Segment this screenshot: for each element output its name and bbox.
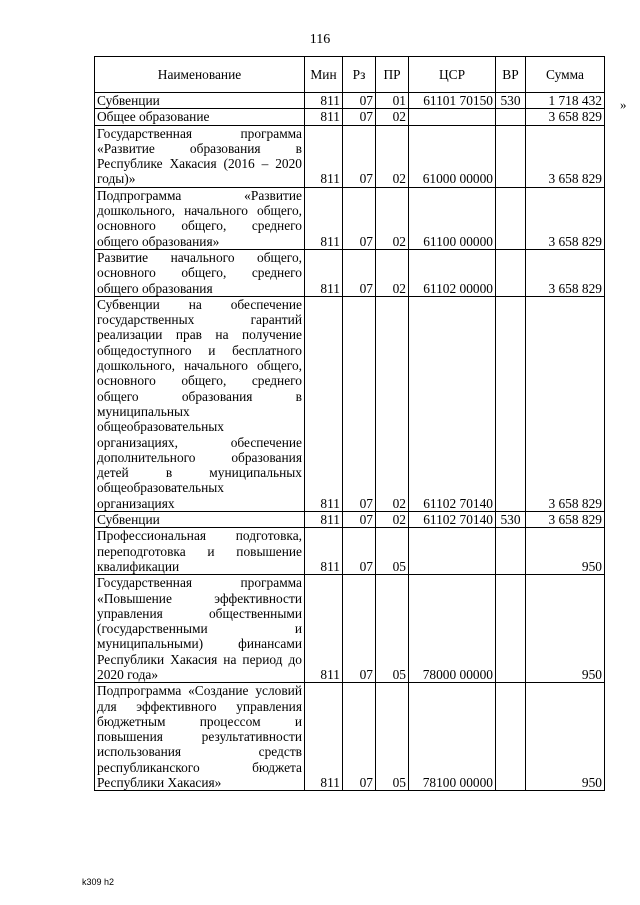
row-min: 811	[305, 528, 343, 575]
row-pr: 02	[376, 187, 409, 249]
row-name: Субвенции	[95, 93, 305, 109]
row-vr	[496, 528, 526, 575]
row-pr: 05	[376, 575, 409, 683]
row-csr: 61000 00000	[409, 125, 496, 187]
table-row	[95, 528, 605, 575]
row-rz: 07	[343, 249, 376, 296]
row-pr: 02	[376, 125, 409, 187]
row-pr: 02	[376, 249, 409, 296]
row-pr: 02	[376, 296, 409, 511]
row-pr: 05	[376, 528, 409, 575]
row-name: Подпрограмма «Развитие дошкольного, начального общего, основного общего, среднего общего образования»	[95, 187, 305, 249]
row-min: 811	[305, 575, 343, 683]
row-name: Субвенции на обеспечение государственных гарантий реализации прав на получение общедоступного и бесплатного дошкольного, начального общего, основного общего, среднего общего образования в муниципальных общеобразовательных организациях, обеспечение дополнительного образования детей в муниципальных общеобразовательных организациях	[95, 296, 305, 511]
row-csr: 61102 70140	[409, 512, 496, 528]
row-name: Субвенции	[95, 512, 305, 528]
page-number: 116	[309, 32, 331, 47]
row-csr: 61100 00000	[409, 187, 496, 249]
table-row	[95, 296, 605, 511]
row-name: Подпрограмма «Создание условий для эффективного управления бюджетным процессом и повышения результативности использования средств республиканского бюджета Республики Хакасия»	[95, 683, 305, 791]
table-row	[95, 249, 605, 296]
row-vr	[496, 249, 526, 296]
row-rz: 07	[343, 575, 376, 683]
row-csr	[409, 109, 496, 125]
header-sum: Сумма	[526, 57, 605, 93]
row-sum: 950	[526, 683, 605, 791]
row-sum: 3 658 829	[526, 512, 605, 528]
row-sum: 3 658 829	[526, 125, 605, 187]
row-sum: 3 658 829	[526, 296, 605, 511]
header-vr: ВР	[496, 57, 526, 93]
row-sum: 3 658 829	[526, 187, 605, 249]
row-sum: 950	[526, 528, 605, 575]
row-vr	[496, 575, 526, 683]
row-name: Государственная программа «Повышение эффективности управления общественными (государственными и муниципальными) финансами Республики Хакасия на период до 2020 года»	[95, 575, 305, 683]
row-pr: 05	[376, 683, 409, 791]
row-vr: 530	[496, 93, 526, 109]
row-rz: 07	[343, 125, 376, 187]
row-name: Общее образование	[95, 109, 305, 125]
table-header-row	[95, 57, 605, 93]
row-rz: 07	[343, 528, 376, 575]
row-rz: 07	[343, 512, 376, 528]
row-min: 811	[305, 109, 343, 125]
row-csr: 61101 70150	[409, 93, 496, 109]
row-csr: 61102 70140	[409, 296, 496, 511]
row-min: 811	[305, 93, 343, 109]
footer-code: k309 h2	[82, 877, 115, 887]
row-csr: 78000 00000	[409, 575, 496, 683]
row-csr	[409, 528, 496, 575]
row-pr: 02	[376, 109, 409, 125]
header-rz: Рз	[343, 57, 376, 93]
row-pr: 01	[376, 93, 409, 109]
row-min: 811	[305, 125, 343, 187]
table-row	[95, 187, 605, 249]
table-row	[95, 683, 605, 791]
row-name: Государственная программа «Развитие образования в Республике Хакасия (2016 – 2020 годы)»	[95, 125, 305, 187]
row-rz: 07	[343, 109, 376, 125]
table-row	[95, 575, 605, 683]
table-row	[95, 512, 605, 528]
table-row	[95, 125, 605, 187]
header-min: Мин	[305, 57, 343, 93]
row-name: Развитие начального общего, основного общего, среднего общего образования	[95, 249, 305, 296]
row-vr	[496, 296, 526, 511]
row-sum: 950	[526, 575, 605, 683]
table-row	[95, 109, 605, 125]
row-min: 811	[305, 249, 343, 296]
row-csr: 78100 00000	[409, 683, 496, 791]
header-pr: ПР	[376, 57, 409, 93]
row-vr: 530	[496, 512, 526, 528]
row-min: 811	[305, 512, 343, 528]
row-min: 811	[305, 683, 343, 791]
header-csr: ЦСР	[409, 57, 496, 93]
row-rz: 07	[343, 187, 376, 249]
row-pr: 02	[376, 512, 409, 528]
row-vr	[496, 125, 526, 187]
row-rz: 07	[343, 296, 376, 511]
row-vr	[496, 683, 526, 791]
row-vr	[496, 187, 526, 249]
row-name: Профессиональная подготовка, переподготовка и повышение квалификации	[95, 528, 305, 575]
row-sum: 3 658 829	[526, 109, 605, 125]
row-vr	[496, 109, 526, 125]
side-mark: »	[620, 97, 627, 112]
row-rz: 07	[343, 683, 376, 791]
row-sum: 3 658 829	[526, 249, 605, 296]
row-min: 811	[305, 187, 343, 249]
budget-table	[94, 56, 605, 791]
row-sum: 1 718 432	[526, 93, 605, 109]
row-min: 811	[305, 296, 343, 511]
header-name: Наименование	[95, 57, 305, 93]
row-rz: 07	[343, 93, 376, 109]
table-row	[95, 93, 605, 109]
row-csr: 61102 00000	[409, 249, 496, 296]
